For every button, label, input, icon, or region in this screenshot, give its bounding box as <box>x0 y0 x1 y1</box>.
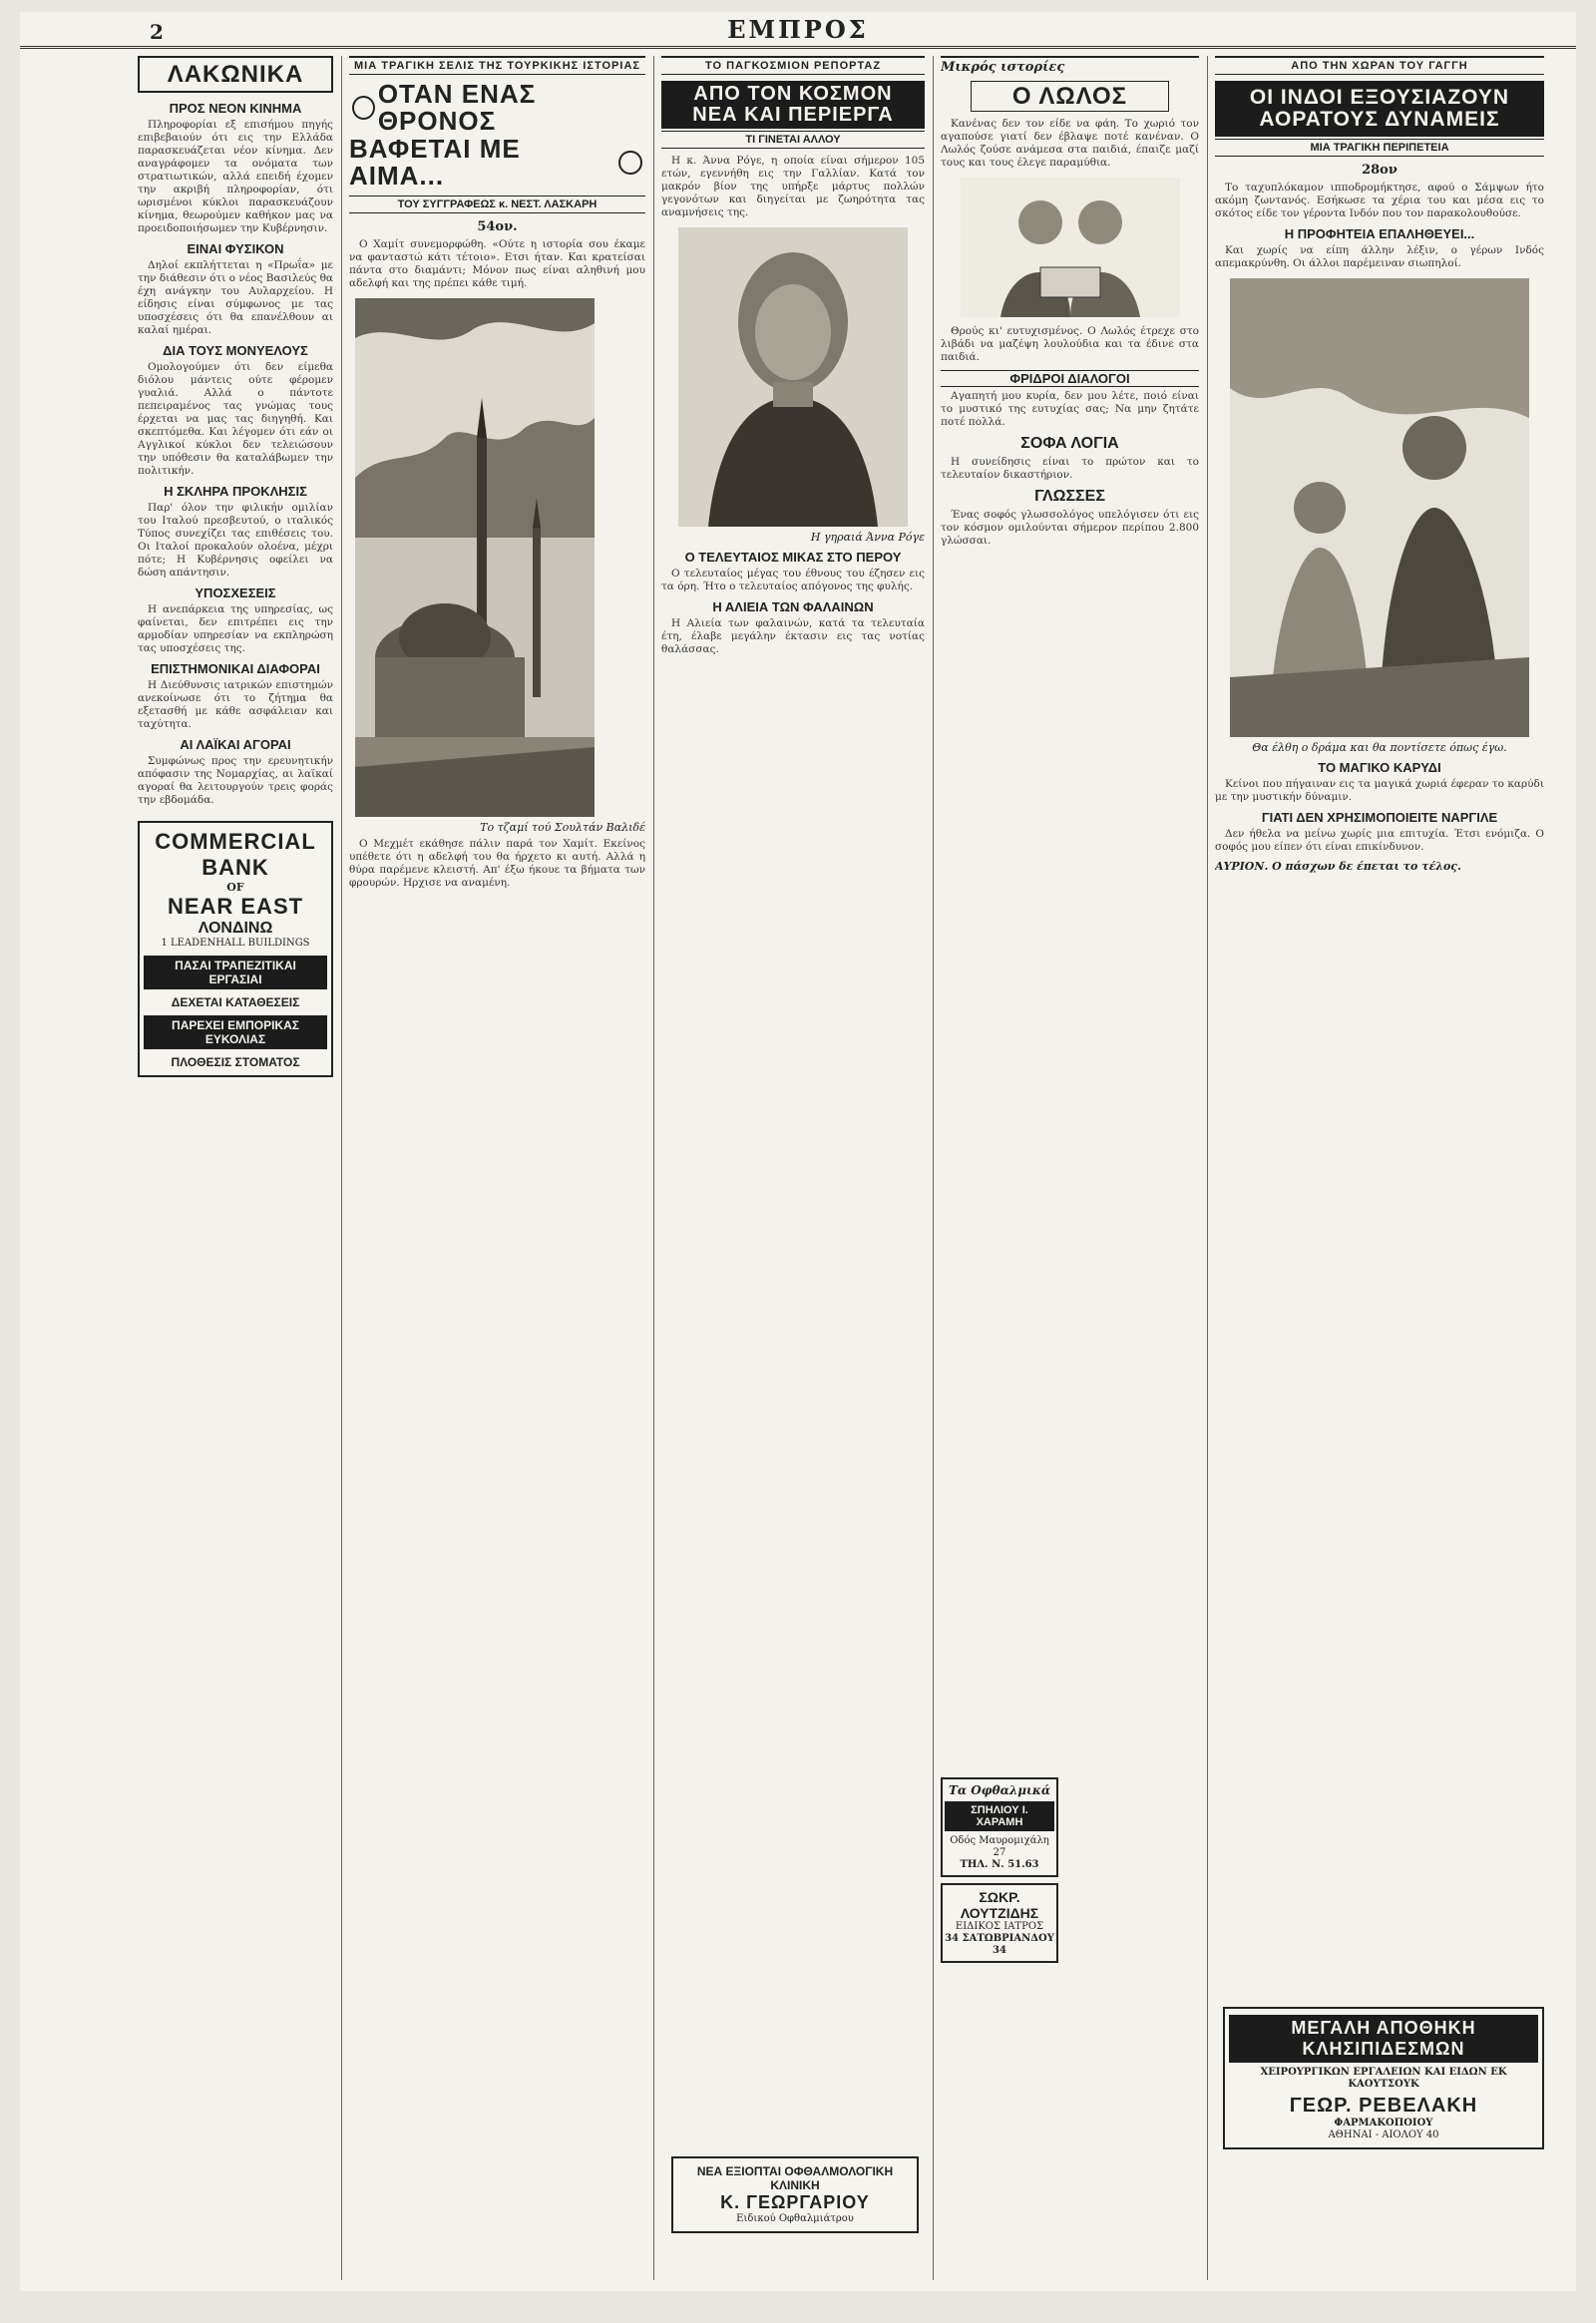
ad-title: ΜΕΓΑΛΗ ΑΠΟΘΗΚΗ ΚΛΗΣΙΠΙΔΕΣΜΩΝ <box>1229 2015 1538 2063</box>
article-text: Θρούς κι' ευτυχισμένος. Ο Λωλός έτρεχε στο λιβάδι να μαζέψη λουλούδια και τα έδινε στα παιδιά. <box>941 325 1199 364</box>
bank-loans: ΠΑΡΕΧΕΙ ΕΜΠΟΡΙΚΑΣ ΕΥΚΟΛΙΑΣ <box>144 1015 327 1049</box>
ad-name: Κ. ΓΕΩΡΓΑΡΙΟΥ <box>720 2192 870 2212</box>
headline-row <box>349 81 645 136</box>
article-text: Η ανεπάρκεια της υπηρεσίας, ως φαίνεται, δεν επιτρέπει εις την αρμοδίαν υπηρεσίαν να εκπληρώση τας υποσχέσεις της. <box>138 603 333 655</box>
bank-footer: ΠΛΟΘΕΣΙΣ ΣΤΟΜΑΤΟΣ <box>171 1055 300 1070</box>
ad-name: ΣΩΚΡ. ΛΟΥΤΖΙΔΗΣ <box>960 1889 1039 1921</box>
article-text: Η Διεύθυνσις ιατρικών επιστημών ανεκοίνωσε ότι το ζήτημα θα εξετασθή με κάθε ασφάλειαν και ταχύτητα. <box>138 679 333 731</box>
paper-name: ΕΜΠΡΟΣ <box>727 15 869 44</box>
column-lakonika <box>138 56 333 2282</box>
ad-name: ΓΕΩΡ. ΡΕΒΕΛΑΚΗ <box>1289 2095 1478 2117</box>
article-text: Και χωρίς να είπη άλλην λέξιν, ο γέρων Ινδός απεμακρύνθη. Οι άλλοι παρέμειναν σιωπηλοί. <box>1215 244 1544 270</box>
article-text: Ένας σοφός γλωσσολόγος υπελόγισεν ότι εις τον κόσμον ομιλούνται σήμερον περίπου 2.800 γλώσσαι. <box>941 509 1199 548</box>
headline: Η ΑΛΙΕΙΑ ΤΩΝ ΦΑΛΑΙΝΩΝ <box>712 599 874 614</box>
ad-title: ΝΕΑ ΕΞΙΟΠΤΑΙ ΟΦΘΑΛΜΟΛΟΓΙΚΗ ΚΛΙΝΙΚΗ <box>696 2164 894 2192</box>
masthead <box>20 12 1576 52</box>
article-text: Η κ. Άννα Ρόγε, η οποία είναι σήμερον 105 ετών, εγεννήθη εις την Γαλλίαν. Κατά τον μακρόν βίον της υπήρξε μάρτυς πολλών γεγονότων και διηγείται με ζωηρότητα τας αναμνήσεις της. <box>661 155 925 218</box>
headline: Η ΣΚΛΗΡΑ ΠΡΟΚΛΗΣΙΣ <box>164 484 307 500</box>
article-text: Ομολογούμεν ότι δεν είμεθα διόλου μάντεις ούτε φέρομεν γυαλιά. Αλλά ο πάντοτε πεπειραμένος τας γνώμας τους έρχεται να μας τας διηγηθή. Και σκεπτόμεθα. Και λέγομεν ότι εάν οι Αγγλικοί κύκλοι δεν τελειώσουν την υπόθεσιν θα καταλάβωμεν την πολιτικήν. <box>138 361 333 478</box>
photo-caption: Η γηραιά Άννα Ρόγε <box>810 531 925 544</box>
ad-subtitle: ΧΕΙΡΟΥΡΓΙΚΩΝ ΕΡΓΑΛΕΙΩΝ ΚΑΙ ΕΙΔΩΝ ΕΚ ΚΑΟΥΤΣΟΥΚ <box>1260 2067 1507 2090</box>
newspaper-page <box>20 12 1576 2291</box>
headline: ΟΤΑΝ ΕΝΑΣ ΘΡΟΝΟΣ <box>377 79 537 137</box>
pharmacy-ad <box>1223 2007 1544 2149</box>
ornament-icon <box>618 151 642 175</box>
column-divider <box>933 56 934 2280</box>
column-divider <box>341 56 342 2280</box>
ad-role: ΦΑΡΜΑΚΟΠΟΙΟΥ <box>1334 2118 1433 2129</box>
article-text: Συμφώνως προς την ερευνητικήν απόφασιν της Νομαρχίας, αι λαϊκαί αγοραί θα λειτουργούν τρεις φοράς την εβδομάδα. <box>138 755 333 807</box>
kicker: Μικρός ιστορίες <box>941 56 1199 75</box>
ornament-icon <box>352 96 375 120</box>
ad-title: Τα Οφθαλμικά <box>948 1783 1051 1797</box>
bank-address: 1 LEADENHALL BUILDINGS <box>161 938 310 950</box>
bank-name: COMMERCIAL BANK <box>155 829 316 881</box>
byline: ΤΟΥ ΣΥΓΓΡΑΦΕΩΣ κ. ΝΕΣΤ. ΛΑΣΚΑΡΗ <box>349 195 645 213</box>
kicker: ΤΟ ΠΑΓΚΟΣΜΙΟΝ ΡΕΠΟΡΤΑΖ <box>661 56 925 75</box>
headline: ΤΟ ΜΑΓΙΚΟ ΚΑΡΥΔΙ <box>1318 760 1441 776</box>
headline: Ο ΤΕΛΕΥΤΑΙΟΣ ΜΙΚΑΣ ΣΤΟ ΠΕΡΟΥ <box>684 550 902 565</box>
article-text: Δεν ήθελα να μείνω χωρίς μια επιτυχία. Έτσι ενόμιζα. Ο σοφός μου είπεν ότι είναι επικίνδυνον. <box>1215 828 1544 854</box>
headline: ΟΙ ΙΝΔΟΙ ΕΞΟΥΣΙΑΖΟΥΝ <box>1249 86 1510 109</box>
column-world-news <box>661 56 925 2282</box>
masthead-rule <box>20 46 1576 49</box>
article-text: Η Αλιεία των φαλαινών, κατά τα τελευταία έτη, έλαβε μεγάλην έκτασιν εις τας νοτίας θαλάσσας. <box>661 617 925 655</box>
page-number: 2 <box>150 20 164 44</box>
story-title: Ο ΛΩΛΟΣ <box>971 81 1169 112</box>
section-title: ΛΑΚΩΝΙΚΑ <box>138 56 333 93</box>
doctor-ad <box>941 1883 1058 1963</box>
column-turkish-history <box>349 56 645 2282</box>
headline: ΓΛΩΣΣΕΣ <box>1034 488 1105 506</box>
column-stories <box>941 56 1199 2282</box>
headline-box <box>1215 81 1544 137</box>
bank-services: ΠΑΣΑΙ ΤΡΑΠΕΖΙΤΙΚΑΙ ΕΡΓΑΣΙΑΙ <box>144 956 327 989</box>
ad-address: 34 ΣΑΤΩΒΡΙΑΝΔΟΥ 34 <box>945 1933 1054 1956</box>
mosque-photo <box>355 298 595 817</box>
article-text: Πληροφορίαι εξ επισήμου πηγής επιβεβαιούν ότι εις την Ελλάδα παρασκευάζεται νέον κίνημα. Δεν αναγράφομεν τα ονόματα των στρατιωτικών, αλλά επειδή έχομεν την ακριβή πληροφορίαν, ότι ωρισμένοι κύκλοι παρασκευάζουν κίνημα, θεωρούμεν καθήκον μας να προειδοποιήσωμεν την Κυβέρνησιν. <box>138 119 333 235</box>
photo-caption: Θα έλθη ο δράμα και θα ποντίσετε όπως έγω. <box>1252 741 1507 755</box>
article-text: Η συνείδησις είναι το πρώτον και το τελευταίον δικαστήριον. <box>941 456 1199 482</box>
episode-number: 28ον <box>1362 163 1397 179</box>
ophthalmic-ad <box>941 1777 1058 1877</box>
bank-city: ΛΟΝΔΙΝΩ <box>198 920 273 938</box>
headline: ΠΡΟΣ ΝΕΟΝ ΚΙΝΗΜΑ <box>169 101 302 117</box>
headline: ΓΙΑΤΙ ΔΕΝ ΧΡΗΣΙΜΟΠΟΙΕΙΤΕ ΝΑΡΓΙΛΕ <box>1261 810 1498 826</box>
article-text: Το ταχυπλόκαμον ιπποδρομήκτησε, αφού ο Σάμψων ήτο ακόμη ζωντανός. Εσήκωσε τα χέρια του και μέσα εις το σκότος είδε τον γέροντα Ινδόν που τον παρακολουθούσε. <box>1215 182 1544 220</box>
continued-note: ΑΥΡΙΟΝ. Ο πάσχων δε έπεται το τέλος. <box>1215 860 1461 874</box>
ad-subtitle: ΕΙΔΙΚΟΣ ΙΑΤΡΟΣ <box>955 1921 1044 1932</box>
article-text: Κανένας δεν τον είδε να φάη. Το χωριό τον αγαπούσε γιατί δεν έβλαψε ποτέ κανέναν. Ο Λωλός ζούσε ανάμεσα στα παιδιά, έπαιζε μαζί τους και τους έλεγε παραμύθια. <box>941 118 1199 170</box>
ad-address: Οδός Μαυρομιχάλη 27 <box>950 1835 1049 1858</box>
bank-of: OF <box>226 881 244 895</box>
headline: ΦΡΙΔΡΟΙ ΔΙΑΛΟΓΟΙ <box>941 370 1199 387</box>
subheading: ΤΙ ΓΙΝΕΤΑΙ ΑΛΛΟΥ <box>661 131 925 149</box>
episode-number: 54ον. <box>477 219 518 235</box>
article-text: Δηλοί εκπλήττεται η «Πρωΐα» με την διάθεσιν ότι ο νέος Βασιλεύς θα έχη ανάγκην του Αυλαρχείου. Η είδησις είναι σύμφωνος με τας υποσχέσεις ότι θα επανέλθουν αι καλαί ημέραι. <box>138 259 333 337</box>
kicker: ΜΙΑ ΤΡΑΓΙΚΗ ΣΕΛΙΣ ΤΗΣ ΤΟΥΡΚΙΚΗΣ ΙΣΤΟΡΙΑΣ <box>349 56 645 75</box>
column-divider <box>653 56 654 2280</box>
bank-deposits: ΔΕΧΕΤΑΙ ΚΑΤΑΘΕΣΕΙΣ <box>171 995 300 1010</box>
headline: ΥΠΟΣΧΕΣΕΙΣ <box>195 585 276 601</box>
children-illustration <box>961 178 1180 317</box>
ad-name: ΣΠΗΛΙΟΥ Ι. ΧΑΡΑΜΗ <box>945 1801 1054 1831</box>
headline: ΕΠΙΣΤΗΜΟΝΙΚΑΙ ΔΙΑΦΟΡΑΙ <box>151 661 320 677</box>
kicker: ΑΠΟ ΤΗΝ ΧΩΡΑΝ ΤΟΥ ΓΑΓΓΗ <box>1215 56 1544 75</box>
headline: ΣΟΦΑ ΛΟΓΙΑ <box>1020 435 1119 453</box>
column-divider <box>1207 56 1208 2280</box>
headline: ΝΕΑ ΚΑΙ ΠΕΡΙΕΡΓΑ <box>692 104 894 126</box>
article-text: Παρ' όλον την φιλικήν ομιλίαν του Ιταλού πρεσβευτού, ο ιταλικός Τύπος συνεχίζει τας επιθέσεις του. Οι Ιταλοί προκαλούν ολοένα, μέχρι πότε; Η Κυβέρνησις οφείλει να δώση απάντησιν. <box>138 502 333 580</box>
article-text: Ο Χαμίτ συνεμορφώθη. «Ούτε η ιστορία σου έκαμε να φανταστώ κάτι τέτοιο». Ετσι ήταν. Και κρατείσαι πάντα στο διαμάντι; Μόνον πως είναι αληθινή μου αδελφή και της πρέπει κάθε τιμή. <box>349 238 645 290</box>
bank-region: NEAR EAST <box>167 894 304 920</box>
headline-row <box>349 133 645 191</box>
ad-stack <box>941 1771 1058 1963</box>
headline: ΑΙ ΛΑΪΚΑΙ ΑΓΟΡΑΙ <box>180 737 291 753</box>
ad-phone: ΤΗΛ. Ν. 51.63 <box>960 1859 1039 1870</box>
article-text: Ο τελευταίος μέγας του έθνους του έζησεν εις τα όρη. Ήτο ο τελευταίος απόγονος της φυλής. <box>661 568 925 592</box>
headline: ΑΠΟ ΤΟΝ ΚΟΣΜΟΝ <box>693 83 893 105</box>
article-text: Ο Μεχμέτ εκάθησε πάλιν παρά τον Χαμίτ. Εκείνος υπέθετε ότι η αδελφή του θα ήρχετο κι αυτή. Αλλά η θύρα παρέμενε κλειστή. Απ' έξω ήκουε τα βήματα των φρουρών. Ηρχισε να αναμένη. <box>349 838 645 890</box>
headline: ΔΙΑ ΤΟΥΣ ΜΟΝΥΕΛΟΥΣ <box>163 343 308 359</box>
article-text: Κείνοι που πήγαιναν εις τα μαγικά χωριά έφεραν το καρύδι με την μυστικήν δύναμιν. <box>1215 778 1544 804</box>
indian-scene-illustration <box>1230 278 1529 737</box>
headline: ΕΙΝΑΙ ΦΥΣΙΚΟΝ <box>187 241 284 257</box>
headline: Η ΠΡΟΦΗΤΕΙΑ ΕΠΑΛΗΘΕΥΕΙ... <box>1284 226 1475 242</box>
ophthalmology-clinic-ad <box>671 2156 919 2233</box>
article-text: Αγαπητή μου κυρία, δεν μου λέτε, ποιό είναι το μυστικό της ευτυχίας σας; Να μην ζητάτε ποτέ πολλά. <box>941 390 1199 429</box>
headline: ΑΟΡΑΤΟΥΣ ΔΥΝΑΜΕΙΣ <box>1259 108 1500 132</box>
headline-box <box>661 81 925 129</box>
subheading: ΜΙΑ ΤΡΑΓΙΚΗ ΠΕΡΙΠΕΤΕΙΑ <box>1215 139 1544 157</box>
column-india <box>1215 56 1544 2282</box>
ad-address: ΑΘΗΝΑΙ - ΑΙΟΛΟΥ 40 <box>1328 2129 1439 2140</box>
ad-subtitle: Ειδικού Οφθαλμιάτρου <box>736 2213 854 2224</box>
headline: ΒΑΦΕΤΑΙ ΜΕ ΑΙΜΑ... <box>349 133 521 191</box>
old-woman-photo <box>678 227 908 527</box>
photo-caption: Το τζαμί τού Σουλτάν Βαλιδέ <box>480 821 645 835</box>
bank-advertisement <box>138 821 333 1077</box>
